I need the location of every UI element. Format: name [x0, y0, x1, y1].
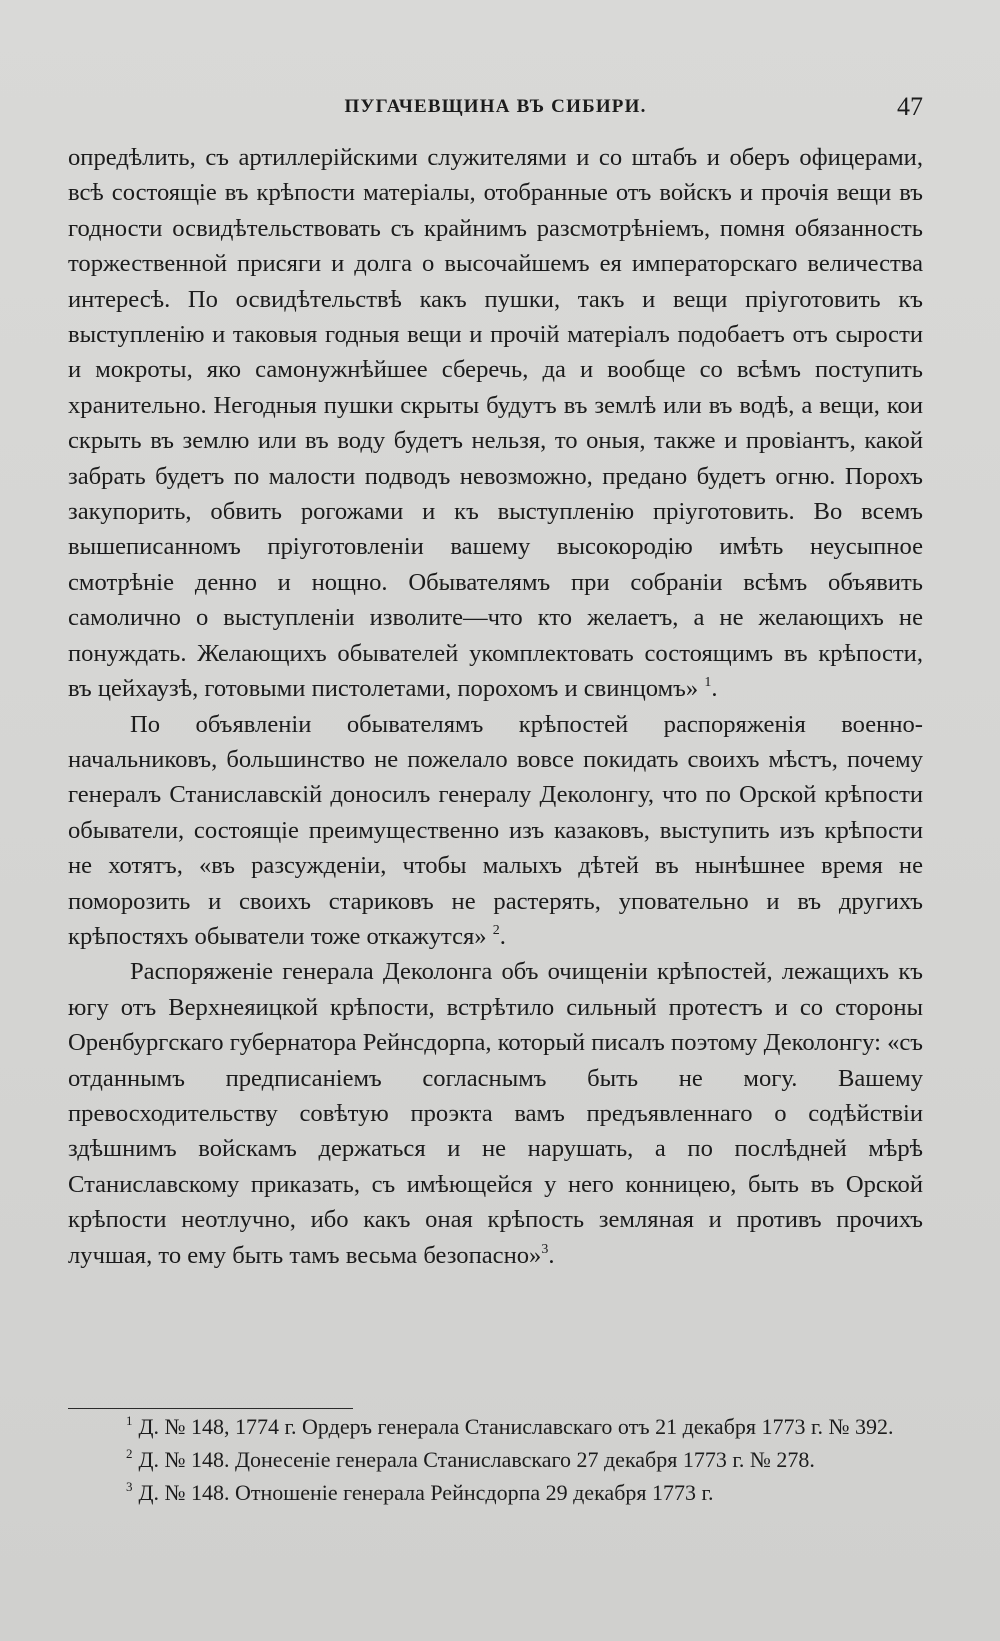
page-number: 47: [897, 92, 923, 121]
paragraph-2: По объявленіи обывателямъ крѣпостей распоряженія военно-начальниковъ, большинство не пожелало вовсе покидать своихъ мѣстъ, почему генералъ Станиславскій доносилъ генералу Деколонгу, что по Орской крѣпости обыватели, состоящіе преимущественно изъ казаковъ, выступить изъ крѣпости не хотятъ, «въ разсужденіи, чтобы малыхъ дѣтей въ нынѣшнее время не поморозить и своихъ стариковъ не растерять, уповательно и въ другихъ крѣпостяхъ обыватели тоже откажутся» $^2$.: [68, 710, 923, 950]
footnote-ref-3: 3: [541, 1241, 549, 1257]
paragraph-1: опредѣлить, съ артиллерійскими служителями и со штабъ и оберъ офицерами, всѣ состоящіе въ крѣпости матеріалы, отобранные отъ войскъ и прочія вещи въ годности освидѣтельствовать съ крайнимъ разсмотрѣніемъ, помня обязанность торжественной присяги и долга о высочайшемъ ея императорскаго величества интересѣ. По освидѣтельствѣ какъ пушки, такъ и вещи пріуготовить къ выступленію и таковыя годныя вещи и прочій матеріалъ подобаетъ отъ сырости и мокроты, яко самонужнѣйшее сберечь, да и вообще со всѣмъ поступить хранительно. Негодныя пушки скрыты будутъ въ землѣ или въ водѣ, а вещи, кои скрыть въ землю или въ воду будетъ нельзя, то оныя, также и провіантъ, какой забрать будетъ по малости подводъ невозможно, предано будетъ огню. Порохъ закупорить, обвить рогожами и къ выступленію пріуготовить. Во всемъ вышеписанномъ пріуготовленіи вашему высокородію имѣть неусыпное смотрѣніе денно и нощно. Обывателямъ при собраніи всѣмъ объявить самолично о выступленіи изволите—что кто желаетъ, а не желающихъ не понуждать. Желающихъ обывателей укомплектовать состоящимъ въ крѣпости, въ цейхаузѣ, готовыми пистолетами, порохомъ и свинцомъ» $^1$.: [68, 144, 923, 703]
paragraph-3: Распоряженіе генерала Деколонга объ очищеніи крѣпостей, лежащихъ къ югу отъ Верхнеяицкой крѣпости, встрѣтило сильный протестъ и со стороны Оренбургскаго губернатора Рейнсдорпа, который писалъ поэтому Деколонгу: «съ отданнымъ предписаніемъ согласнымъ быть не могу. Вашему превосходительству совѣтую проэкта вамъ предъявленнаго о содѣйствіи здѣшнимъ войскамъ держаться и не нарушать, а по послѣдней мѣрѣ Станиславскому приказать, съ имѣющейся у него конницею, быть въ Орской крѣпости неотлучно, ибо какъ оная крѣпость земляная и противъ прочихъ лучшая, то ему быть тамъ весьма безопасно»$^3$.: [68, 958, 923, 1269]
paragraph-text: опредѣлить, съ артиллерійскими служителями и со штабъ и оберъ офицерами, всѣ состоящіе въ крѣпости матеріалы, отобранные отъ войскъ и прочія вещи въ годности освидѣтельствовать съ крайнимъ разсмотрѣніемъ, помня обязанность торжественной присяги и долга о высочайшемъ ея императорскаго величества интересѣ. По освидѣтельствѣ какъ пушки, такъ и вещи пріуготовить къ выступленію и таковыя годныя вещи и прочій матеріалъ подобаетъ отъ сырости и мокроты, яко самонужнѣйшее сберечь, да и вообще со всѣмъ поступить хранительно. Негодныя пушки скрыты будутъ въ землѣ или въ водѣ, а вещи, кои скрыть въ землю или въ воду будетъ нельзя, то оныя, также и провіантъ, какой забрать будетъ по малости подводъ невозможно, предано будетъ огню. Порохъ закупорить, обвить рогожами и къ выступленію пріуготовить. Во всемъ вышеписанномъ пріуготовленіи вашему высокородію имѣть неусыпное смотрѣніе денно и нощно. Обывателямъ при собраніи всѣмъ объявить самолично о выступленіи изволите—что кто желаетъ, а не желающихъ не понуждать. Желающихъ обывателей укомплектовать состоящимъ въ крѣпости, въ цейхаузѣ, готовыми пистолетами, порохомъ и свинцомъ»: [68, 144, 923, 703]
footnote-text: Д. № 148. Донесеніе генерала Станиславскаго 27 декабря 1773 г. № 278.: [138, 1447, 815, 1472]
footnote-mark: 3: [126, 1479, 133, 1494]
footnote-ref-2: 2: [492, 922, 500, 938]
footnotes: [68, 1410, 923, 1509]
paragraph-text: По объявленіи обывателямъ крѣпостей распоряженія военно-начальниковъ, большинство не пожелало вовсе покидать своихъ мѣстъ, почему генералъ Станиславскій доносилъ генералу Деколонгу, что по Орской крѣпости обыватели, состоящіе преимущественно изъ казаковъ, выступить изъ крѣпости не хотятъ, «въ разсужденіи, чтобы малыхъ дѣтей въ нынѣшнее время не поморозить и своихъ стариковъ не растерять, уповательно и въ другихъ крѣпостяхъ обыватели тоже откажутся»: [68, 710, 923, 950]
footnote-mark: 2: [126, 1446, 133, 1461]
paragraph-text: Распоряженіе генерала Деколонга объ очищеніи крѣпостей, лежащихъ къ югу отъ Верхнеяицкой крѣпости, встрѣтило сильный протестъ и со стороны Оренбургскаго губернатора Рейнсдорпа, который писалъ поэтому Деколонгу: «съ отданнымъ предписаніемъ согласнымъ быть не могу. Вашему превосходительству совѣтую проэкта вамъ предъявленнаго о содѣйствіи здѣшнимъ войскамъ держаться и не нарушать, а по послѣдней мѣрѣ Станиславскому приказать, съ имѣющейся у него конницею, быть въ Орской крѣпости неотлучно, ибо какъ оная крѣпость земляная и противъ прочихъ лучшая, то ему быть тамъ весьма безопасно»: [68, 958, 923, 1269]
footnote-text: Д. № 148, 1774 г. Ордеръ генерала Станиславскаго отъ 21 декабря 1773 г. № 392.: [138, 1414, 894, 1439]
footnote-mark: 1: [126, 1413, 133, 1428]
body-text: [68, 140, 923, 1273]
footnote-3: [68, 1476, 923, 1509]
page-header: [68, 88, 923, 128]
running-title: ПУГАЧЕВЩИНА ВЪ СИБИРИ.: [344, 96, 647, 117]
footnote-divider: [68, 1408, 353, 1409]
footnote-2: [68, 1443, 923, 1476]
footnote-1: [68, 1410, 923, 1443]
footnote-text: Д. № 148. Отношеніе генерала Рейнсдорпа 29 декабря 1773 г.: [138, 1480, 714, 1505]
footnote-ref-1: 1: [704, 675, 712, 691]
